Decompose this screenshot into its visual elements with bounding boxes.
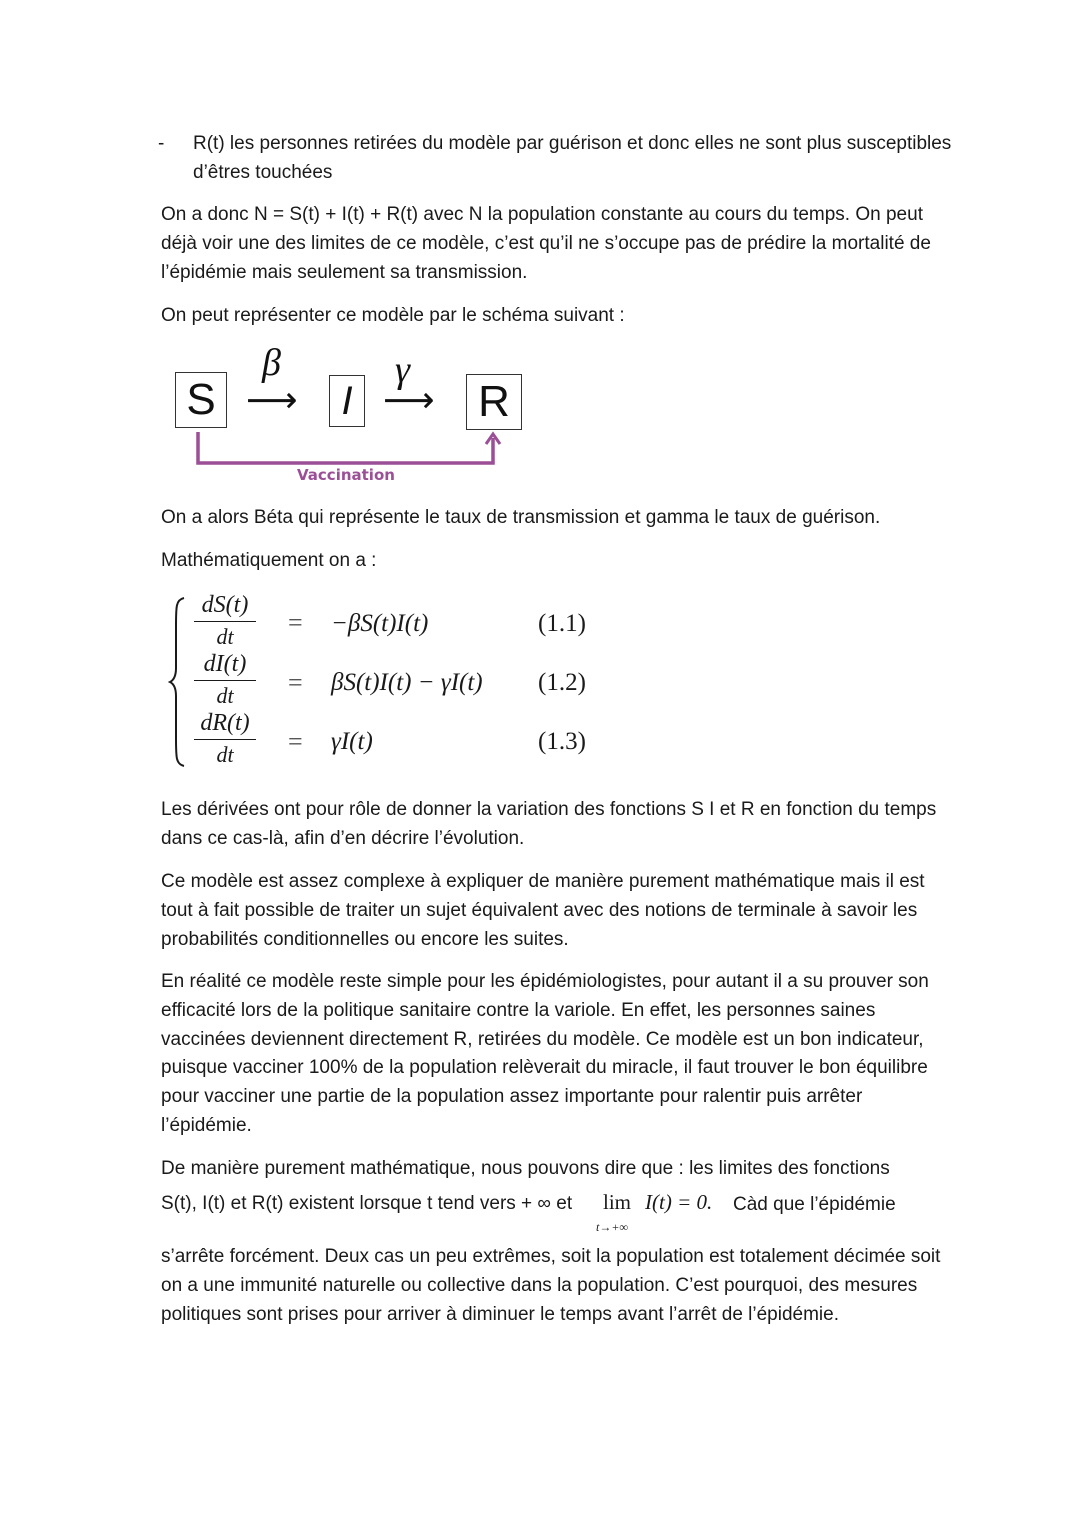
vaccination-label: Vaccination [297,466,395,484]
eq3-fraction [194,710,256,768]
eq3-equals: = [288,727,303,756]
limit-operator: lim [603,1190,632,1214]
eq2-label: (1.2) [538,669,586,696]
eq2-rhs: βS(t)I(t) − γI(t) [331,669,483,696]
paragraph-limits-line2b: Càd que l’épidémie [733,1194,896,1215]
paragraph-variole: En réalité ce modèle reste simple pour les épidémiologistes, pour autant il a su prouver son efficacité lors de la politique sanitaire contre la variole. En effet, les personnes saines vaccinées deviennent directement R, retirées du modèle. Ce modèle est un bon indicateur, puisque vacciner 100% de la population relèverait du miracle, il faut trouver le bon équilibre pour vacciner une partie de la population assez importante pour ralentir puis arrêter l’épidémie. [161,971,929,1136]
eq1-equals: = [288,608,303,637]
eq3-label: (1.3) [538,728,586,755]
eq1-rhs: −βS(t)I(t) [331,610,429,637]
limit-expression: I(t) = 0. [645,1190,713,1214]
paragraph-schema-intro: On peut représenter ce modèle par le schéma suivant : [161,305,625,326]
eq3-denominator: dt [216,742,234,767]
paragraph-math-intro: Mathématiquement on a : [161,550,377,571]
eq3-numerator: dR(t) [194,710,256,740]
eq1-fraction [194,592,256,650]
paragraph-conclusion: s’arrête forcément. Deux cas un peu extrêmes, soit la population est totalement décimée soit on a une immunité naturelle ou collective dans la population. C’est pourquoi, des mesures politiques sont prises pour arriver à diminuer le temps avant l’arrêt de l’épidémie. [161,1246,941,1325]
box-r-label: R [478,377,510,426]
box-s-label: S [186,375,216,424]
eq1-denominator: dt [216,624,234,649]
paragraph-limits-line1: De manière purement mathématique, nous pouvons dire que : les limites des fonctions [161,1158,890,1179]
paragraph-beta-gamma: On a alors Béta qui représente le taux de transmission et gamma le taux de guérison. [161,507,881,528]
arrow-i-to-r: ⟶ [383,380,435,421]
beta-symbol: β [262,342,281,384]
eq1-label: (1.1) [538,610,586,637]
arrow-s-to-i: ⟶ [246,380,298,421]
paragraph-complexity: Ce modèle est assez complexe à expliquer de manière purement mathématique mais il est tout à fait possible de traiter un sujet équivalent avec des notions de terminale à savoir les probabilités conditionnelles ou encore les suites. [161,871,925,950]
eq2-numerator: dI(t) [194,651,256,681]
eq2-fraction [194,651,256,709]
eq2-equals: = [288,668,303,697]
eq2-denominator: dt [216,683,234,708]
gamma-symbol: γ [395,349,410,391]
bullet-dash: - [158,133,165,154]
paragraph-derivatives: Les dérivées ont pour rôle de donner la variation des fonctions S I et R en fonction du temps dans ce cas-là, afin d’en décrire l’évolution. [161,799,937,849]
eq1-numerator: dS(t) [194,592,256,622]
paragraph-population: On a donc N = S(t) + I(t) + R(t) avec N la population constante au cours du temps. On peut déjà voir une des limites de ce modèle, c’est qu’il ne s’occupe pas de prédire la mortalité de l’épidémie mais seulement sa transmission. [161,204,931,283]
paragraph-limits-line2a: S(t), I(t) et R(t) existent lorsque t tend vers + ∞ et [161,1193,573,1214]
box-i [329,375,365,427]
bullet-text-recovered: R(t) les personnes retirées du modèle par guérison et donc elles ne sont plus susceptibles d’êtres touchées [193,133,952,183]
box-i-label: I [341,379,353,423]
left-brace [168,596,188,768]
eq3-rhs: γI(t) [331,728,373,755]
vaccination-arrow [190,428,510,468]
limit-subscript: t→+∞ [596,1220,628,1234]
box-r [466,374,522,430]
box-s [175,372,227,428]
